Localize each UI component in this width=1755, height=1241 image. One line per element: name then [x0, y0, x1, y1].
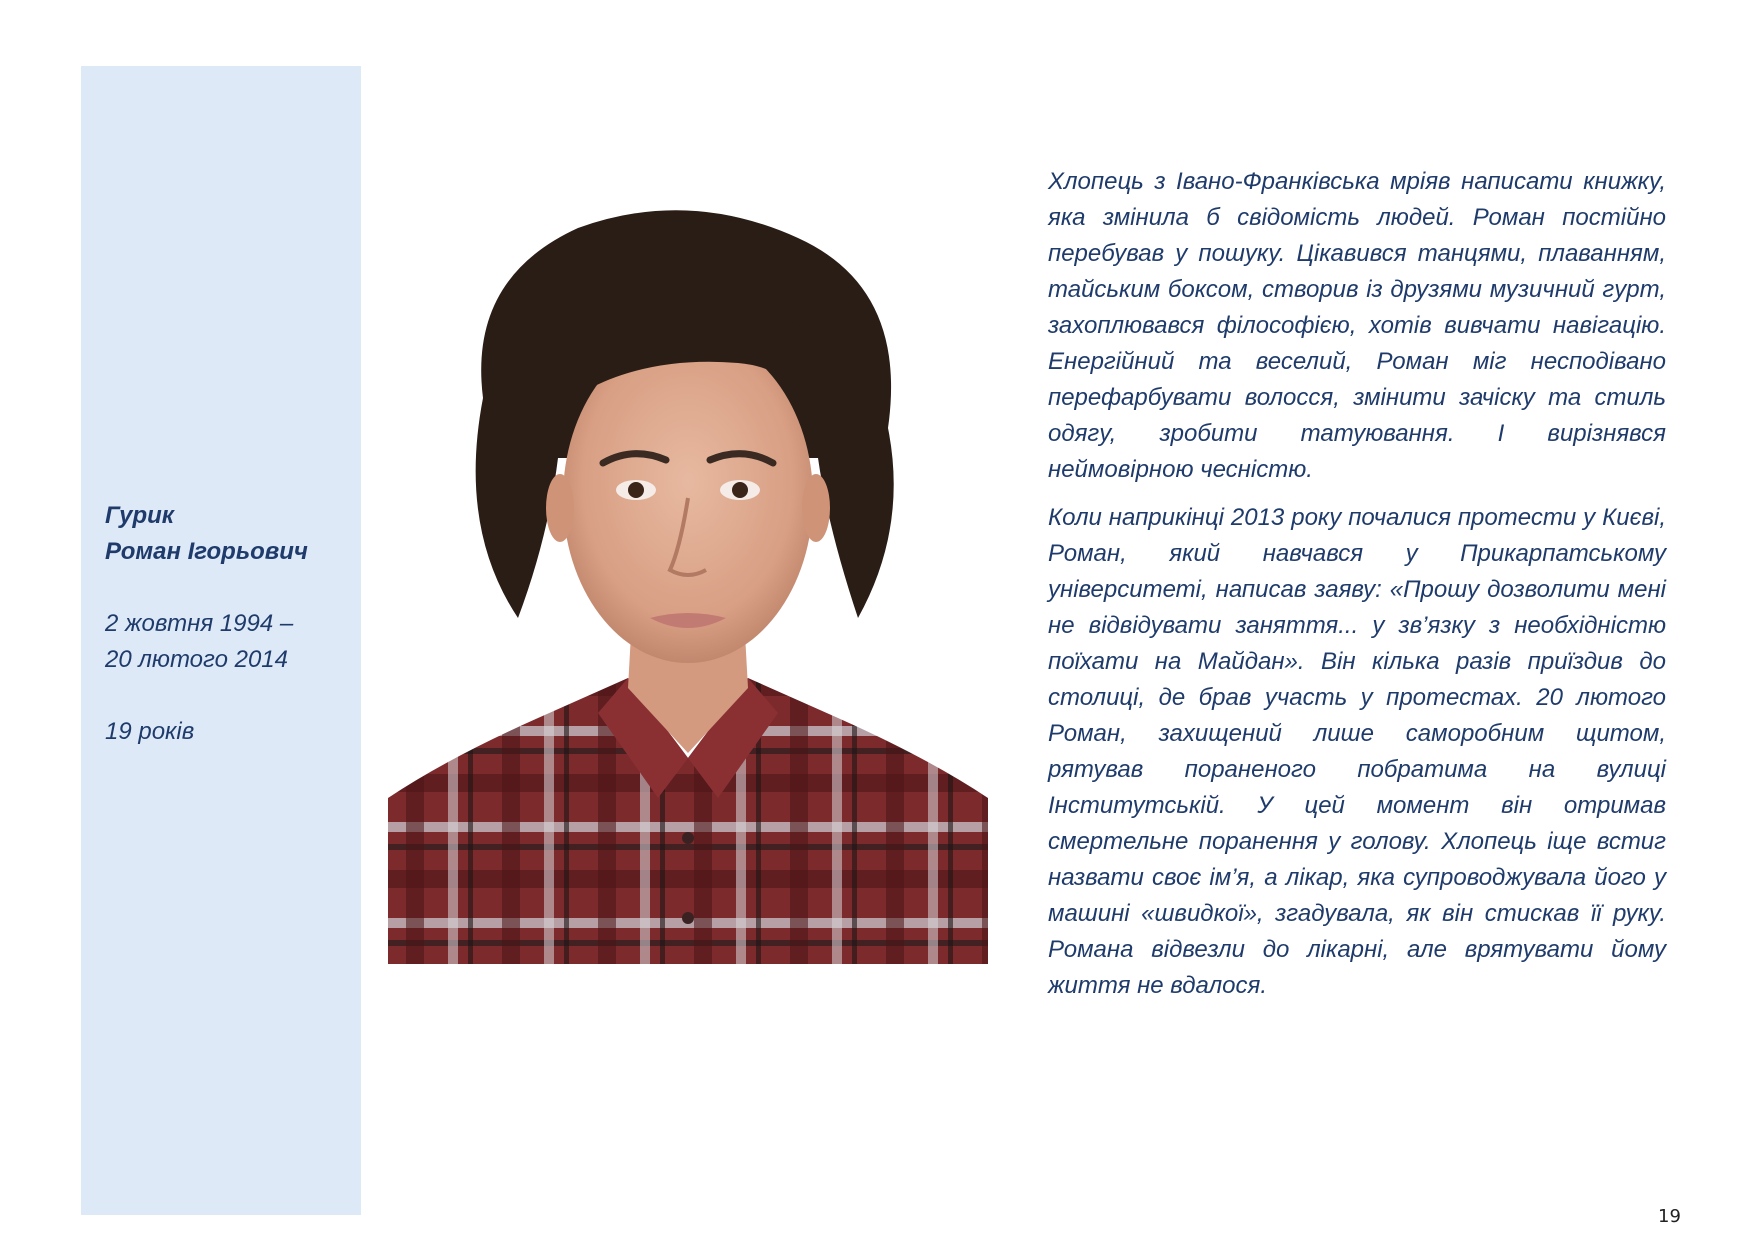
person-surname: Гурик [105, 502, 174, 529]
death-date: 20 лютого 2014 [105, 646, 288, 673]
person-given-names: Роман Ігорьович [105, 538, 308, 565]
portrait-icon [388, 198, 988, 964]
age: 19 років [105, 718, 195, 745]
portrait-photo [388, 198, 988, 964]
bio-paragraph-2: Коли наприкінці 2013 року почалися протести у Києві, Роман, який навчався у Прикарпатському університеті, написав заяву: «Прошу дозволити мені не відвідувати заняття... у зв’язку з необхідністю поїхати на Майдан». Він кілька разів приїздив до столиці, де брав участь у протестах. 20 лютого Роман, захищений лише саморобним щитом, рятував пораненого побратима на вулиці Інститутській. У цей момент він отримав смертельне поранення у голову. Хлопець іще встиг назвати своє ім’я, а лікар, яка супроводжувала його у машині «швидкої», згадувала, як він стискав її руку. Романа відвезли до лікарні, але врятувати йому життя не вдалося. [1048, 504, 1666, 999]
person-info [105, 498, 345, 750]
page-number: 19 [1658, 1206, 1681, 1227]
birth-date: 2 жовтня 1994 – [105, 610, 294, 637]
biography [1048, 164, 1666, 1016]
bio-paragraph-1: Хлопець з Івано-Франківська мріяв написати книжку, яка змінила б свідомість людей. Роман постійно перебував у пошуку. Цікавився танцями, плаванням, тайським боксом, створив із друзями музичний гурт, захоплювався філософією, хотів вивчати навігацію. Енергійний та веселий, Роман міг несподівано перефарбувати волосся, змінити зачіску та стиль одягу, зробити татуювання. І вирізнявся неймовірною чесністю. [1048, 168, 1666, 483]
